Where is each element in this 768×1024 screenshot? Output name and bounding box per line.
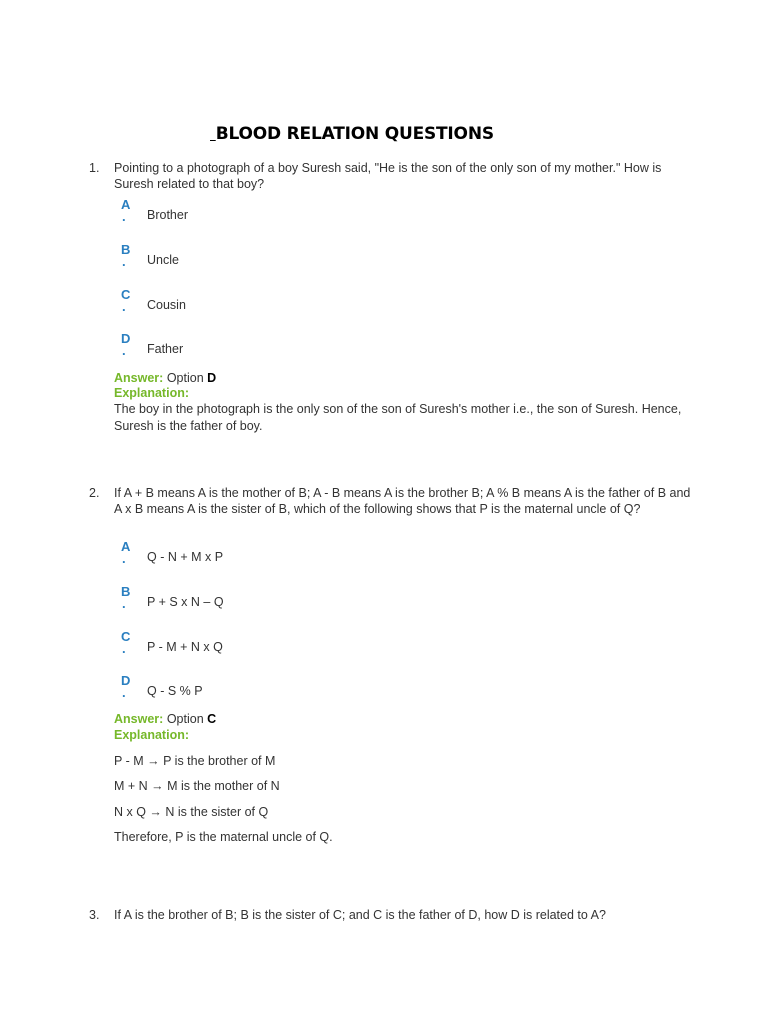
question-number: 3. — [89, 908, 100, 922]
option-dot: . — [122, 343, 126, 358]
explanation-label: Explanation: — [114, 386, 190, 400]
question-text: If A + B means A is the mother of B; A - B means A is the brother B; A % B means A is the father of B and A x B means A is the sister of B, which of the following shows that P is the maternal uncle of Q? — [114, 486, 691, 516]
option-letter: C — [121, 287, 131, 302]
answer-line — [114, 712, 216, 727]
answer-label: Answer: — [114, 712, 164, 726]
option-dot: . — [122, 209, 126, 224]
answer-line — [114, 371, 216, 386]
question-number: 1. — [89, 161, 100, 175]
option-text: Q - N + M x P — [147, 550, 224, 564]
option-c[interactable] — [114, 288, 514, 328]
option-text: Q - S % P — [147, 684, 203, 698]
option-text: Father — [147, 342, 184, 356]
option-text: Uncle — [147, 253, 179, 267]
option-c[interactable] — [114, 630, 514, 670]
option-letter: B — [121, 584, 131, 599]
explanation-line: M + N → M is the mother of N — [114, 779, 280, 793]
explanation-label: Explanation: — [114, 728, 190, 742]
option-letter: B — [121, 242, 131, 257]
answer-value: D — [207, 371, 217, 385]
question-text: Pointing to a photograph of a boy Suresh said, "He is the son of the only son of my mother." How is Suresh related to that boy? — [114, 161, 662, 191]
option-text: Cousin — [147, 298, 186, 312]
option-b[interactable] — [114, 243, 514, 283]
answer-label: Answer: — [114, 371, 164, 385]
option-letter: C — [121, 629, 131, 644]
option-letter: D — [121, 331, 131, 346]
question-number: 2. — [89, 486, 100, 500]
answer-value: C — [207, 712, 217, 726]
option-dot: . — [122, 641, 126, 656]
option-d[interactable] — [114, 332, 514, 372]
option-letter: A — [121, 197, 131, 212]
option-word: Option — [166, 371, 204, 385]
option-dot: . — [122, 685, 126, 700]
title-text: BLOOD RELATION QUESTIONS — [215, 124, 494, 144]
option-dot: . — [122, 254, 126, 269]
explanation-line: Therefore, P is the maternal uncle of Q. — [114, 830, 333, 844]
option-a[interactable] — [114, 198, 514, 238]
option-dot: . — [122, 299, 126, 314]
option-d[interactable] — [114, 674, 514, 714]
option-letter: A — [121, 539, 131, 554]
question-text: If A is the brother of B; B is the sister of C; and C is the father of D, how D is related to A? — [114, 908, 606, 922]
page-title — [210, 124, 494, 144]
option-text: P - M + N x Q — [147, 640, 223, 654]
option-b[interactable] — [114, 585, 514, 625]
option-text: Brother — [147, 208, 188, 222]
explanation-text: The boy in the photograph is the only son of the son of Suresh's mother i.e., the son of Suresh. Hence, Suresh is the father of boy. — [114, 402, 682, 433]
explanation-line: N x Q → N is the sister of Q — [114, 805, 269, 819]
option-word: Option — [166, 712, 204, 726]
option-text: P + S x N – Q — [147, 595, 224, 609]
option-a[interactable] — [114, 540, 514, 580]
option-dot: . — [122, 551, 126, 566]
explanation-line: P - M → P is the brother of M — [114, 754, 276, 768]
option-dot: . — [122, 596, 126, 611]
option-letter: D — [121, 673, 131, 688]
